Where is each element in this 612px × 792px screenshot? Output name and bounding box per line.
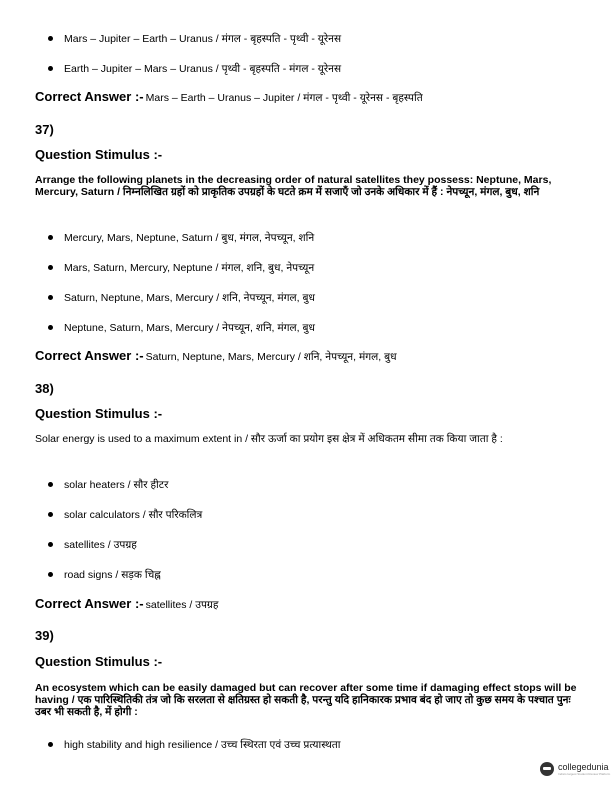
question-number-37: 37) (35, 122, 54, 137)
option-prev-2: Earth – Jupiter – Mars – Uranus / पृथ्वी - बृहस्पति - मंगल - यूरेनस (48, 62, 341, 76)
bullet-icon (48, 742, 53, 747)
bullet-icon (48, 235, 53, 240)
bullet-icon (48, 482, 53, 487)
bullet-icon (48, 265, 53, 270)
bullet-icon (48, 325, 53, 330)
question-text-38: Solar energy is used to a maximum extent in / सौर ऊर्जा का प्रयोग इस क्षेत्र में अधिकतम सीमा तक किया जाता है : (35, 433, 503, 445)
bullet-icon (48, 36, 53, 41)
option-38-4: road signs / सड़क चिह्न (48, 568, 161, 582)
bullet-icon (48, 512, 53, 517)
option-37-2: Mars, Saturn, Mercury, Neptune / मंगल, शनि, बुध, नेपच्यून (48, 261, 314, 275)
option-37-1: Mercury, Mars, Neptune, Saturn / बुध, मंगल, नेपच्यून, शनि (48, 231, 314, 245)
option-39-1: high stability and high resilience / उच्च स्थिरता एवं उच्च प्रत्यास्थता (48, 738, 341, 752)
correct-answer-prev: Correct Answer :- Mars – Earth – Uranus – Jupiter / मंगल - पृथ्वी - यूरेनस - बृहस्पति (35, 89, 423, 104)
question-text-37: Arrange the following planets in the decreasing order of natural satellites they possess: Neptune, Mars, Mercury, Saturn / निम्नलिखित ग्रहों को प्राकृतिक उपग्रहों के घटते क्रम में सजाएँ जो उनके अधिकार में हैं : नेपच्यून, मंगल, बुध, शनि (35, 174, 552, 198)
bullet-icon (48, 572, 53, 577)
option-38-1: solar heaters / सौर हीटर (48, 478, 168, 492)
option-38-3: satellites / उपग्रह (48, 538, 137, 552)
option-37-3: Saturn, Neptune, Mars, Mercury / शनि, नेपच्यून, मंगल, बुध (48, 291, 315, 305)
correct-answer-37: Correct Answer :- Saturn, Neptune, Mars, Mercury / शनि, नेपच्यून, मंगल, बुध (35, 348, 397, 363)
brand-tagline: India's largest Student Review Platform (558, 771, 611, 776)
question-stimulus-label-38: Question Stimulus :- (35, 406, 163, 421)
collegedunia-logo (540, 762, 610, 776)
question-number-39: 39) (35, 628, 54, 643)
option-37-4: Neptune, Saturn, Mars, Mercury / नेपच्यून, शनि, मंगल, बुध (48, 321, 315, 335)
question-text-39: An ecosystem which can be easily damaged but can recover after some time if damaging effect stops will be having / एक पारिस्थितिकी तंत्र जो कि सरलता से क्षतिग्रस्त हो सकती है, परन्तु यदि हानिकारक प्रभाव बंद हो जाए तो कुछ समय के पश्चात पुनः उबर भी सकती है, में होगी : (35, 682, 577, 718)
option-prev-1: Mars – Jupiter – Earth – Uranus / मंगल - बृहस्पति - पृथ्वी - यूरेनस (48, 32, 341, 46)
question-stimulus-label-37: Question Stimulus :- (35, 147, 163, 162)
question-stimulus-label-39: Question Stimulus :- (35, 654, 163, 669)
option-38-2: solar calculators / सौर परिकलित्र (48, 508, 202, 522)
graduate-cap-icon (540, 762, 554, 776)
correct-answer-38: Correct Answer :- satellites / उपग्रह (35, 596, 219, 611)
bullet-icon (48, 542, 53, 547)
brand-name: collegedunia (558, 761, 609, 772)
question-number-38: 38) (35, 381, 54, 396)
bullet-icon (48, 66, 53, 71)
bullet-icon (48, 295, 53, 300)
